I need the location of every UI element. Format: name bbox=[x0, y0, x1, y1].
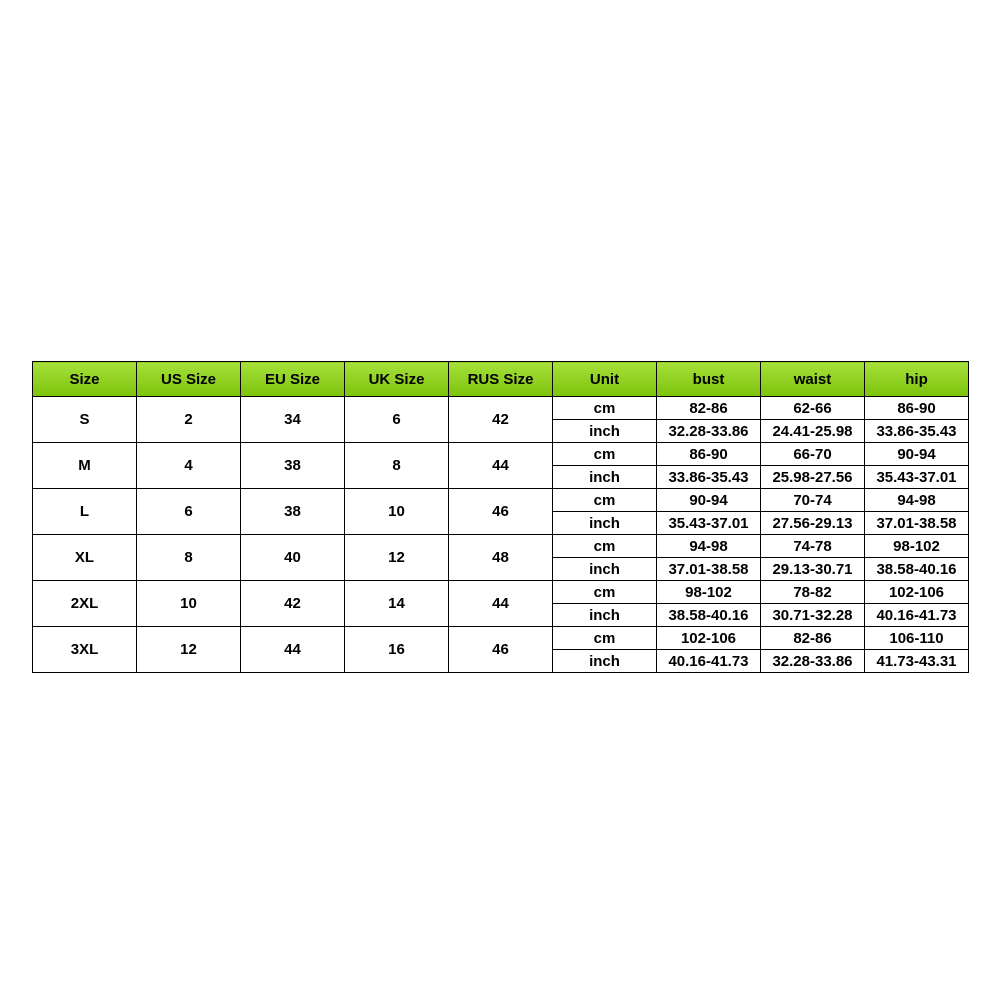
waist-inch-cell: 24.41-25.98 bbox=[761, 420, 865, 443]
unit-inch-cell: inch bbox=[553, 558, 657, 581]
bust-cm-cell: 90-94 bbox=[657, 489, 761, 512]
header-row bbox=[33, 362, 969, 397]
uk-size-cell: 14 bbox=[345, 581, 449, 627]
hip-inch-cell: 40.16-41.73 bbox=[865, 604, 969, 627]
waist-cm-cell: 66-70 bbox=[761, 443, 865, 466]
eu-size-cell: 40 bbox=[241, 535, 345, 581]
header-waist: waist bbox=[761, 362, 865, 397]
rus-size-cell: 46 bbox=[449, 489, 553, 535]
table-header bbox=[33, 362, 969, 397]
hip-inch-cell: 37.01-38.58 bbox=[865, 512, 969, 535]
bust-inch-cell: 40.16-41.73 bbox=[657, 650, 761, 673]
header-eu-size: EU Size bbox=[241, 362, 345, 397]
unit-inch-cell: inch bbox=[553, 512, 657, 535]
unit-inch-cell: inch bbox=[553, 466, 657, 489]
eu-size-cell: 44 bbox=[241, 627, 345, 673]
table-row bbox=[33, 397, 969, 420]
unit-inch-cell: inch bbox=[553, 604, 657, 627]
table-row bbox=[33, 627, 969, 650]
unit-cm-cell: cm bbox=[553, 397, 657, 420]
waist-cm-cell: 62-66 bbox=[761, 397, 865, 420]
us-size-cell: 6 bbox=[137, 489, 241, 535]
header-size: Size bbox=[33, 362, 137, 397]
hip-cm-cell: 86-90 bbox=[865, 397, 969, 420]
waist-inch-cell: 27.56-29.13 bbox=[761, 512, 865, 535]
bust-cm-cell: 102-106 bbox=[657, 627, 761, 650]
size-cell: XL bbox=[33, 535, 137, 581]
table-row bbox=[33, 443, 969, 466]
us-size-cell: 4 bbox=[137, 443, 241, 489]
bust-cm-cell: 82-86 bbox=[657, 397, 761, 420]
unit-cm-cell: cm bbox=[553, 581, 657, 604]
unit-inch-cell: inch bbox=[553, 420, 657, 443]
size-chart-table bbox=[32, 361, 969, 673]
hip-inch-cell: 38.58-40.16 bbox=[865, 558, 969, 581]
size-cell: M bbox=[33, 443, 137, 489]
header-unit: Unit bbox=[553, 362, 657, 397]
bust-inch-cell: 33.86-35.43 bbox=[657, 466, 761, 489]
bust-cm-cell: 86-90 bbox=[657, 443, 761, 466]
eu-size-cell: 38 bbox=[241, 489, 345, 535]
hip-cm-cell: 90-94 bbox=[865, 443, 969, 466]
rus-size-cell: 48 bbox=[449, 535, 553, 581]
hip-cm-cell: 106-110 bbox=[865, 627, 969, 650]
unit-cm-cell: cm bbox=[553, 627, 657, 650]
header-uk-size: UK Size bbox=[345, 362, 449, 397]
unit-cm-cell: cm bbox=[553, 535, 657, 558]
eu-size-cell: 34 bbox=[241, 397, 345, 443]
size-cell: 3XL bbox=[33, 627, 137, 673]
hip-inch-cell: 41.73-43.31 bbox=[865, 650, 969, 673]
bust-cm-cell: 98-102 bbox=[657, 581, 761, 604]
uk-size-cell: 10 bbox=[345, 489, 449, 535]
size-cell: 2XL bbox=[33, 581, 137, 627]
waist-cm-cell: 78-82 bbox=[761, 581, 865, 604]
bust-inch-cell: 32.28-33.86 bbox=[657, 420, 761, 443]
hip-inch-cell: 33.86-35.43 bbox=[865, 420, 969, 443]
uk-size-cell: 6 bbox=[345, 397, 449, 443]
header-rus-size: RUS Size bbox=[449, 362, 553, 397]
uk-size-cell: 16 bbox=[345, 627, 449, 673]
us-size-cell: 12 bbox=[137, 627, 241, 673]
us-size-cell: 2 bbox=[137, 397, 241, 443]
waist-inch-cell: 30.71-32.28 bbox=[761, 604, 865, 627]
hip-cm-cell: 102-106 bbox=[865, 581, 969, 604]
eu-size-cell: 42 bbox=[241, 581, 345, 627]
eu-size-cell: 38 bbox=[241, 443, 345, 489]
waist-cm-cell: 74-78 bbox=[761, 535, 865, 558]
uk-size-cell: 12 bbox=[345, 535, 449, 581]
waist-inch-cell: 25.98-27.56 bbox=[761, 466, 865, 489]
bust-inch-cell: 35.43-37.01 bbox=[657, 512, 761, 535]
unit-inch-cell: inch bbox=[553, 650, 657, 673]
waist-inch-cell: 32.28-33.86 bbox=[761, 650, 865, 673]
table-row bbox=[33, 489, 969, 512]
bust-inch-cell: 37.01-38.58 bbox=[657, 558, 761, 581]
uk-size-cell: 8 bbox=[345, 443, 449, 489]
waist-cm-cell: 70-74 bbox=[761, 489, 865, 512]
bust-cm-cell: 94-98 bbox=[657, 535, 761, 558]
rus-size-cell: 44 bbox=[449, 443, 553, 489]
us-size-cell: 8 bbox=[137, 535, 241, 581]
unit-cm-cell: cm bbox=[553, 443, 657, 466]
bust-inch-cell: 38.58-40.16 bbox=[657, 604, 761, 627]
waist-cm-cell: 82-86 bbox=[761, 627, 865, 650]
rus-size-cell: 42 bbox=[449, 397, 553, 443]
header-us-size: US Size bbox=[137, 362, 241, 397]
rus-size-cell: 44 bbox=[449, 581, 553, 627]
hip-cm-cell: 98-102 bbox=[865, 535, 969, 558]
size-cell: S bbox=[33, 397, 137, 443]
header-hip: hip bbox=[865, 362, 969, 397]
table-body bbox=[33, 397, 969, 673]
us-size-cell: 10 bbox=[137, 581, 241, 627]
size-cell: L bbox=[33, 489, 137, 535]
hip-cm-cell: 94-98 bbox=[865, 489, 969, 512]
unit-cm-cell: cm bbox=[553, 489, 657, 512]
hip-inch-cell: 35.43-37.01 bbox=[865, 466, 969, 489]
header-bust: bust bbox=[657, 362, 761, 397]
waist-inch-cell: 29.13-30.71 bbox=[761, 558, 865, 581]
table-row bbox=[33, 535, 969, 558]
table-row bbox=[33, 581, 969, 604]
rus-size-cell: 46 bbox=[449, 627, 553, 673]
